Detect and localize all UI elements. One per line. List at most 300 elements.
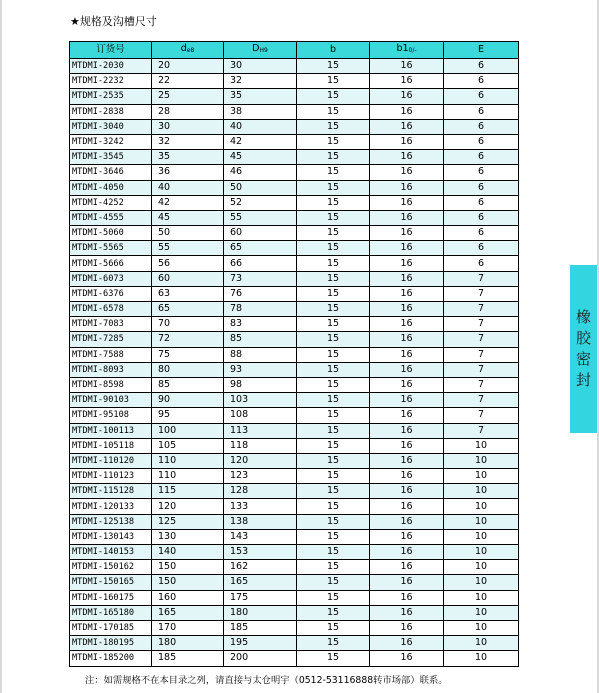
cell-b1: 16 bbox=[370, 119, 444, 134]
cell-b1: 16 bbox=[370, 514, 444, 529]
cell-b1: 16 bbox=[370, 89, 444, 104]
cell-d: 32 bbox=[152, 134, 224, 149]
cell-b1: 16 bbox=[370, 59, 444, 74]
cell-D: 45 bbox=[224, 150, 297, 165]
cell-E: 10 bbox=[444, 590, 519, 605]
cell-b: 15 bbox=[297, 605, 370, 620]
table-row bbox=[70, 651, 519, 666]
header-label: D bbox=[252, 43, 260, 54]
table-row bbox=[70, 469, 519, 484]
table-row bbox=[70, 210, 519, 225]
cell-b: 15 bbox=[297, 469, 370, 484]
side-tab-char: 橡 bbox=[575, 308, 591, 326]
header-subscript: H9 bbox=[259, 47, 268, 54]
cell-b1: 16 bbox=[370, 545, 444, 560]
table-row bbox=[70, 362, 519, 377]
cell-D: 185 bbox=[224, 620, 297, 635]
table-row bbox=[70, 256, 519, 271]
table-row bbox=[70, 620, 519, 635]
cell-order-no: MTDMI-8598 bbox=[70, 377, 152, 392]
cell-b1: 16 bbox=[370, 317, 444, 332]
cell-d: 115 bbox=[152, 484, 224, 499]
cell-order-no: MTDMI-185200 bbox=[70, 651, 152, 666]
header-cell-b1 bbox=[370, 42, 444, 59]
cell-order-no: MTDMI-180195 bbox=[70, 636, 152, 651]
cell-E: 10 bbox=[444, 620, 519, 635]
cell-E: 10 bbox=[444, 529, 519, 544]
cell-d: 70 bbox=[152, 317, 224, 332]
cell-d: 45 bbox=[152, 210, 224, 225]
cell-d: 150 bbox=[152, 560, 224, 575]
cell-D: 40 bbox=[224, 119, 297, 134]
header-subscript: 0/- bbox=[408, 47, 417, 54]
cell-d: 28 bbox=[152, 104, 224, 119]
cell-order-no: MTDMI-3242 bbox=[70, 134, 152, 149]
table-row bbox=[70, 529, 519, 544]
header-subscript: e8 bbox=[186, 47, 195, 54]
table-row bbox=[70, 271, 519, 286]
cell-order-no: MTDMI-170185 bbox=[70, 620, 152, 635]
cell-order-no: MTDMI-120133 bbox=[70, 499, 152, 514]
cell-D: 113 bbox=[224, 423, 297, 438]
header-cell-D bbox=[224, 42, 297, 59]
cell-order-no: MTDMI-150165 bbox=[70, 575, 152, 590]
table-row bbox=[70, 195, 519, 210]
cell-E: 6 bbox=[444, 150, 519, 165]
cell-D: 30 bbox=[224, 59, 297, 74]
cell-b1: 16 bbox=[370, 302, 444, 317]
cell-b: 15 bbox=[297, 408, 370, 423]
cell-b: 15 bbox=[297, 514, 370, 529]
cell-b: 15 bbox=[297, 165, 370, 180]
cell-D: 153 bbox=[224, 545, 297, 560]
cell-b1: 16 bbox=[370, 590, 444, 605]
cell-E: 7 bbox=[444, 332, 519, 347]
table-row bbox=[70, 241, 519, 256]
table-row bbox=[70, 347, 519, 362]
cell-b1: 16 bbox=[370, 332, 444, 347]
cell-D: 195 bbox=[224, 636, 297, 651]
cell-E: 10 bbox=[444, 514, 519, 529]
cell-D: 180 bbox=[224, 605, 297, 620]
cell-d: 120 bbox=[152, 499, 224, 514]
cell-b1: 16 bbox=[370, 499, 444, 514]
table-row bbox=[70, 377, 519, 392]
cell-b: 15 bbox=[297, 89, 370, 104]
cell-d: 65 bbox=[152, 302, 224, 317]
cell-order-no: MTDMI-2535 bbox=[70, 89, 152, 104]
table-row bbox=[70, 453, 519, 468]
cell-d: 20 bbox=[152, 59, 224, 74]
cell-E: 7 bbox=[444, 362, 519, 377]
cell-d: 130 bbox=[152, 529, 224, 544]
cell-order-no: MTDMI-7285 bbox=[70, 332, 152, 347]
cell-E: 6 bbox=[444, 74, 519, 89]
cell-order-no: MTDMI-140153 bbox=[70, 545, 152, 560]
cell-E: 6 bbox=[444, 195, 519, 210]
cell-b: 15 bbox=[297, 651, 370, 666]
table-row bbox=[70, 317, 519, 332]
spec-table bbox=[69, 41, 519, 667]
cell-b1: 16 bbox=[370, 438, 444, 453]
cell-b1: 16 bbox=[370, 469, 444, 484]
cell-E: 7 bbox=[444, 286, 519, 301]
cell-D: 65 bbox=[224, 241, 297, 256]
cell-b: 15 bbox=[297, 271, 370, 286]
cell-D: 52 bbox=[224, 195, 297, 210]
cell-D: 55 bbox=[224, 210, 297, 225]
cell-order-no: MTDMI-130143 bbox=[70, 529, 152, 544]
table-row bbox=[70, 150, 519, 165]
table-row bbox=[70, 286, 519, 301]
cell-d: 95 bbox=[152, 408, 224, 423]
table-row bbox=[70, 393, 519, 408]
cell-b1: 16 bbox=[370, 620, 444, 635]
cell-E: 10 bbox=[444, 636, 519, 651]
cell-b1: 16 bbox=[370, 423, 444, 438]
side-tab-char: 密 bbox=[575, 350, 591, 368]
cell-d: 63 bbox=[152, 286, 224, 301]
cell-b1: 16 bbox=[370, 134, 444, 149]
cell-d: 60 bbox=[152, 271, 224, 286]
cell-D: 143 bbox=[224, 529, 297, 544]
cell-b1: 16 bbox=[370, 529, 444, 544]
cell-E: 6 bbox=[444, 210, 519, 225]
cell-b1: 16 bbox=[370, 636, 444, 651]
cell-d: 50 bbox=[152, 226, 224, 241]
cell-E: 7 bbox=[444, 347, 519, 362]
cell-order-no: MTDMI-6073 bbox=[70, 271, 152, 286]
cell-E: 10 bbox=[444, 484, 519, 499]
table-header-row bbox=[70, 42, 519, 59]
cell-d: 22 bbox=[152, 74, 224, 89]
cell-D: 78 bbox=[224, 302, 297, 317]
cell-d: 150 bbox=[152, 575, 224, 590]
cell-D: 162 bbox=[224, 560, 297, 575]
cell-order-no: MTDMI-5565 bbox=[70, 241, 152, 256]
table-row bbox=[70, 226, 519, 241]
cell-order-no: MTDMI-7588 bbox=[70, 347, 152, 362]
cell-d: 42 bbox=[152, 195, 224, 210]
cell-b1: 16 bbox=[370, 484, 444, 499]
cell-d: 40 bbox=[152, 180, 224, 195]
table-row bbox=[70, 332, 519, 347]
cell-order-no: MTDMI-4252 bbox=[70, 195, 152, 210]
cell-b1: 16 bbox=[370, 377, 444, 392]
cell-b: 15 bbox=[297, 438, 370, 453]
cell-D: 98 bbox=[224, 377, 297, 392]
cell-E: 10 bbox=[444, 605, 519, 620]
cell-b1: 16 bbox=[370, 74, 444, 89]
cell-E: 6 bbox=[444, 119, 519, 134]
cell-order-no: MTDMI-2838 bbox=[70, 104, 152, 119]
cell-b: 15 bbox=[297, 347, 370, 362]
cell-D: 175 bbox=[224, 590, 297, 605]
table-row bbox=[70, 104, 519, 119]
cell-E: 6 bbox=[444, 104, 519, 119]
cell-d: 125 bbox=[152, 514, 224, 529]
side-tab-char: 胶 bbox=[575, 329, 591, 347]
cell-b: 15 bbox=[297, 362, 370, 377]
cell-D: 85 bbox=[224, 332, 297, 347]
table-row bbox=[70, 302, 519, 317]
header-cell-b bbox=[297, 42, 370, 59]
table-row bbox=[70, 438, 519, 453]
cell-d: 56 bbox=[152, 256, 224, 271]
cell-order-no: MTDMI-2232 bbox=[70, 74, 152, 89]
cell-E: 10 bbox=[444, 469, 519, 484]
cell-D: 123 bbox=[224, 469, 297, 484]
cell-d: 185 bbox=[152, 651, 224, 666]
cell-b1: 16 bbox=[370, 195, 444, 210]
table-row bbox=[70, 499, 519, 514]
cell-b1: 16 bbox=[370, 575, 444, 590]
cell-E: 6 bbox=[444, 180, 519, 195]
cell-b: 15 bbox=[297, 423, 370, 438]
cell-order-no: MTDMI-165180 bbox=[70, 605, 152, 620]
table-body bbox=[70, 59, 519, 667]
cell-E: 7 bbox=[444, 377, 519, 392]
cell-b1: 16 bbox=[370, 286, 444, 301]
star-icon: ★ bbox=[70, 15, 80, 28]
cell-order-no: MTDMI-105118 bbox=[70, 438, 152, 453]
cell-order-no: MTDMI-6578 bbox=[70, 302, 152, 317]
cell-b1: 16 bbox=[370, 210, 444, 225]
cell-D: 35 bbox=[224, 89, 297, 104]
cell-b: 15 bbox=[297, 377, 370, 392]
header-label: b1 bbox=[396, 43, 409, 54]
cell-d: 75 bbox=[152, 347, 224, 362]
header-cell-d bbox=[152, 42, 224, 59]
cell-b: 15 bbox=[297, 104, 370, 119]
cell-b: 15 bbox=[297, 180, 370, 195]
cell-d: 35 bbox=[152, 150, 224, 165]
table-row bbox=[70, 89, 519, 104]
table-row bbox=[70, 74, 519, 89]
cell-E: 6 bbox=[444, 165, 519, 180]
cell-E: 10 bbox=[444, 499, 519, 514]
cell-E: 10 bbox=[444, 545, 519, 560]
header-label: b bbox=[329, 44, 337, 55]
table-row bbox=[70, 59, 519, 74]
cell-D: 46 bbox=[224, 165, 297, 180]
table-row bbox=[70, 484, 519, 499]
cell-b: 15 bbox=[297, 575, 370, 590]
cell-b: 15 bbox=[297, 620, 370, 635]
cell-d: 165 bbox=[152, 605, 224, 620]
cell-E: 6 bbox=[444, 134, 519, 149]
cell-D: 133 bbox=[224, 499, 297, 514]
cell-E: 10 bbox=[444, 560, 519, 575]
cell-order-no: MTDMI-3545 bbox=[70, 150, 152, 165]
table-row bbox=[70, 423, 519, 438]
cell-b: 15 bbox=[297, 529, 370, 544]
cell-d: 180 bbox=[152, 636, 224, 651]
cell-E: 10 bbox=[444, 575, 519, 590]
cell-E: 7 bbox=[444, 317, 519, 332]
cell-d: 170 bbox=[152, 620, 224, 635]
cell-b: 15 bbox=[297, 453, 370, 468]
cell-b: 15 bbox=[297, 256, 370, 271]
cell-d: 80 bbox=[152, 362, 224, 377]
cell-b: 15 bbox=[297, 134, 370, 149]
cell-D: 60 bbox=[224, 226, 297, 241]
cell-d: 25 bbox=[152, 89, 224, 104]
cell-b: 15 bbox=[297, 499, 370, 514]
cell-E: 6 bbox=[444, 59, 519, 74]
cell-D: 38 bbox=[224, 104, 297, 119]
cell-b: 15 bbox=[297, 59, 370, 74]
header-cell-E bbox=[444, 42, 519, 59]
table-row bbox=[70, 408, 519, 423]
cell-D: 103 bbox=[224, 393, 297, 408]
cell-b1: 16 bbox=[370, 651, 444, 666]
cell-D: 76 bbox=[224, 286, 297, 301]
cell-order-no: MTDMI-125138 bbox=[70, 514, 152, 529]
table-row bbox=[70, 560, 519, 575]
cell-b: 15 bbox=[297, 590, 370, 605]
cell-E: 10 bbox=[444, 651, 519, 666]
section-title bbox=[70, 14, 157, 30]
table-row bbox=[70, 134, 519, 149]
cell-order-no: MTDMI-8093 bbox=[70, 362, 152, 377]
cell-b1: 16 bbox=[370, 104, 444, 119]
table-row bbox=[70, 590, 519, 605]
cell-b1: 16 bbox=[370, 271, 444, 286]
cell-order-no: MTDMI-4555 bbox=[70, 210, 152, 225]
cell-D: 32 bbox=[224, 74, 297, 89]
header-cell-order-no bbox=[70, 42, 152, 59]
cell-b1: 16 bbox=[370, 453, 444, 468]
cell-D: 128 bbox=[224, 484, 297, 499]
cell-order-no: MTDMI-4050 bbox=[70, 180, 152, 195]
cell-order-no: MTDMI-95108 bbox=[70, 408, 152, 423]
cell-b: 15 bbox=[297, 286, 370, 301]
cell-b1: 16 bbox=[370, 165, 444, 180]
table-row bbox=[70, 180, 519, 195]
cell-D: 42 bbox=[224, 134, 297, 149]
cell-E: 7 bbox=[444, 423, 519, 438]
cell-b1: 16 bbox=[370, 180, 444, 195]
cell-D: 50 bbox=[224, 180, 297, 195]
cell-d: 105 bbox=[152, 438, 224, 453]
cell-order-no: MTDMI-150162 bbox=[70, 560, 152, 575]
cell-E: 10 bbox=[444, 438, 519, 453]
cell-b1: 16 bbox=[370, 605, 444, 620]
cell-b: 15 bbox=[297, 119, 370, 134]
cell-order-no: MTDMI-160175 bbox=[70, 590, 152, 605]
cell-order-no: MTDMI-3646 bbox=[70, 165, 152, 180]
cell-D: 88 bbox=[224, 347, 297, 362]
cell-D: 138 bbox=[224, 514, 297, 529]
cell-order-no: MTDMI-100113 bbox=[70, 423, 152, 438]
table-row bbox=[70, 575, 519, 590]
cell-E: 6 bbox=[444, 89, 519, 104]
cell-b1: 16 bbox=[370, 560, 444, 575]
cell-order-no: MTDMI-5060 bbox=[70, 226, 152, 241]
cell-d: 55 bbox=[152, 241, 224, 256]
cell-order-no: MTDMI-115128 bbox=[70, 484, 152, 499]
cell-order-no: MTDMI-90103 bbox=[70, 393, 152, 408]
cell-b: 15 bbox=[297, 317, 370, 332]
cell-b1: 16 bbox=[370, 362, 444, 377]
cell-b: 15 bbox=[297, 74, 370, 89]
cell-b: 15 bbox=[297, 636, 370, 651]
page-left-border bbox=[0, 0, 2, 693]
cell-D: 66 bbox=[224, 256, 297, 271]
cell-E: 10 bbox=[444, 453, 519, 468]
cell-b: 15 bbox=[297, 302, 370, 317]
cell-order-no: MTDMI-3040 bbox=[70, 119, 152, 134]
cell-E: 7 bbox=[444, 393, 519, 408]
cell-D: 73 bbox=[224, 271, 297, 286]
cell-b1: 16 bbox=[370, 241, 444, 256]
footer-note: 注：如需规格不在本目录之列，请直接与太仓明宇（0512-53116888转市场部）联系。 bbox=[85, 675, 448, 686]
table-row bbox=[70, 119, 519, 134]
section-title-text: 规格及沟槽尺寸 bbox=[79, 15, 157, 28]
cell-b1: 16 bbox=[370, 393, 444, 408]
cell-b: 15 bbox=[297, 393, 370, 408]
cell-d: 85 bbox=[152, 377, 224, 392]
cell-order-no: MTDMI-5666 bbox=[70, 256, 152, 271]
cell-E: 7 bbox=[444, 302, 519, 317]
cell-d: 110 bbox=[152, 469, 224, 484]
cell-b: 15 bbox=[297, 241, 370, 256]
cell-d: 140 bbox=[152, 545, 224, 560]
category-side-tab[interactable] bbox=[570, 265, 597, 433]
table-row bbox=[70, 165, 519, 180]
header-label: 订货号 bbox=[96, 44, 125, 55]
cell-D: 165 bbox=[224, 575, 297, 590]
cell-D: 200 bbox=[224, 651, 297, 666]
cell-D: 118 bbox=[224, 438, 297, 453]
cell-d: 110 bbox=[152, 453, 224, 468]
table-row bbox=[70, 545, 519, 560]
cell-b: 15 bbox=[297, 195, 370, 210]
cell-b: 15 bbox=[297, 560, 370, 575]
cell-d: 72 bbox=[152, 332, 224, 347]
cell-b: 15 bbox=[297, 226, 370, 241]
side-tab-char: 封 bbox=[575, 371, 591, 389]
cell-E: 6 bbox=[444, 226, 519, 241]
cell-b: 15 bbox=[297, 332, 370, 347]
table-row bbox=[70, 514, 519, 529]
cell-order-no: MTDMI-2030 bbox=[70, 59, 152, 74]
cell-order-no: MTDMI-110123 bbox=[70, 469, 152, 484]
cell-order-no: MTDMI-6376 bbox=[70, 286, 152, 301]
cell-E: 6 bbox=[444, 241, 519, 256]
cell-d: 90 bbox=[152, 393, 224, 408]
header-label: d bbox=[180, 43, 187, 54]
cell-d: 160 bbox=[152, 590, 224, 605]
cell-b1: 16 bbox=[370, 408, 444, 423]
table-row bbox=[70, 605, 519, 620]
cell-D: 108 bbox=[224, 408, 297, 423]
cell-b: 15 bbox=[297, 210, 370, 225]
cell-D: 93 bbox=[224, 362, 297, 377]
cell-b1: 16 bbox=[370, 256, 444, 271]
cell-b: 15 bbox=[297, 484, 370, 499]
cell-E: 7 bbox=[444, 408, 519, 423]
cell-d: 36 bbox=[152, 165, 224, 180]
cell-d: 100 bbox=[152, 423, 224, 438]
cell-b: 15 bbox=[297, 545, 370, 560]
header-label: E bbox=[477, 44, 484, 55]
cell-D: 83 bbox=[224, 317, 297, 332]
cell-order-no: MTDMI-7083 bbox=[70, 317, 152, 332]
cell-D: 120 bbox=[224, 453, 297, 468]
table-row bbox=[70, 636, 519, 651]
